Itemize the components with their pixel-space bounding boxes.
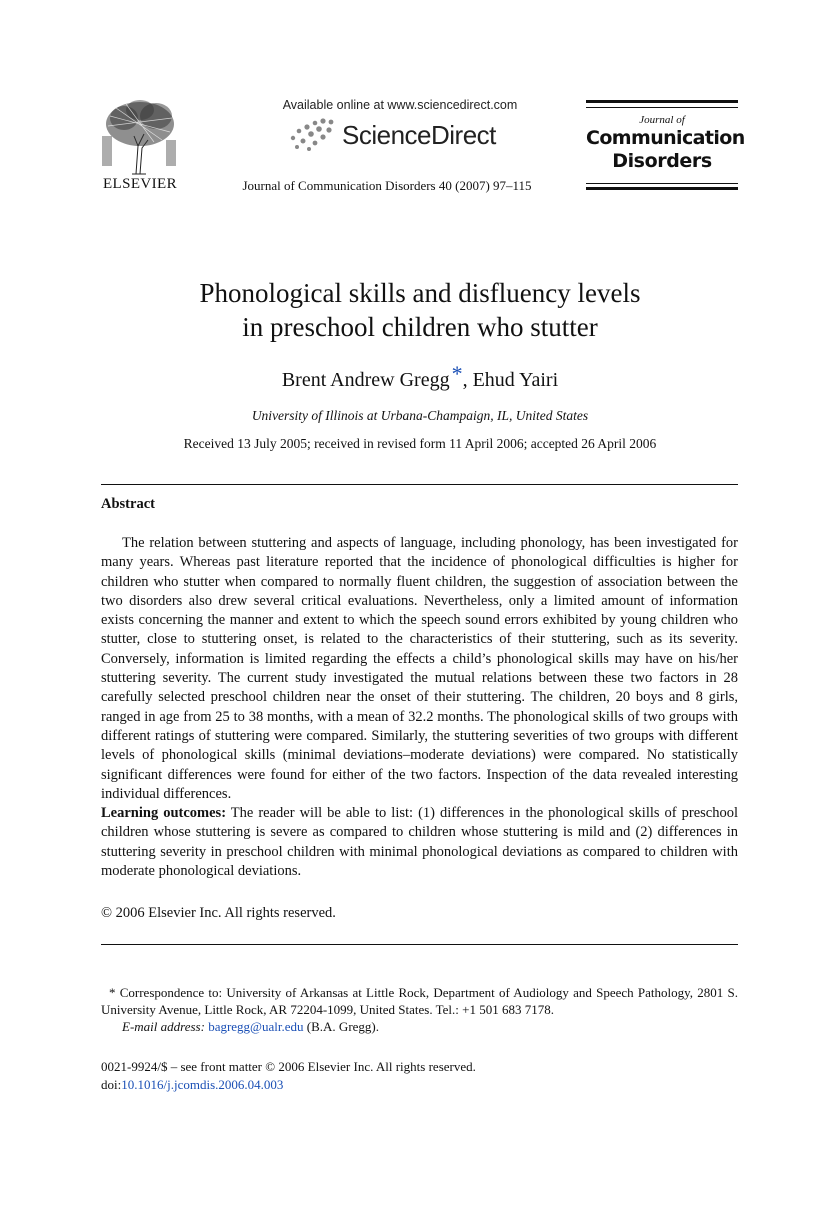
journal-logo-rule	[586, 107, 738, 108]
sciencedirect-dots-icon	[285, 116, 341, 152]
received-dates: Received 13 July 2005; received in revised form 11 April 2006; accepted 26 April 2006	[183, 436, 657, 451]
learning-outcomes-text: The reader will be able to list: (1) differences in the phonological skills of preschool children whose stuttering is severe as compared to children whose stuttering is mild and (2) differences in stuttering severity in preschool children with minimal phonological deviations as compared to children with moderate phonological deviations.	[101, 805, 738, 880]
issn-line: 0021-9924/$ – see front matter © 2006 Elsevier Inc. All rights reserved.	[101, 1059, 476, 1074]
abstract-body	[101, 534, 738, 881]
affiliation: University of Illinois at Urbana-Champaign, IL, United States	[251, 408, 589, 423]
email-line	[101, 1018, 738, 1035]
author-list	[100, 361, 740, 392]
correspondence-note: * Correspondence to: University of Arkansas at Little Rock, Department of Audiology and Speech Pathology, 2801 S. University Avenue, Little Rock, AR 72204-1099, United States. Tel.: +1 501 683 7178.	[101, 985, 738, 1017]
divider	[101, 944, 738, 945]
abstract-heading: Abstract	[101, 496, 155, 512]
available-online-text: Available online at www.sciencedirect.com	[282, 98, 518, 112]
author-name: Brent Andrew Gregg	[281, 369, 450, 391]
journal-logo-line2: Communication	[586, 127, 745, 149]
footnote	[101, 984, 738, 1035]
title-line: Phonological skills and disfluency levels	[199, 278, 641, 308]
front-matter	[101, 1058, 476, 1094]
title-line: in preschool children who stutter	[242, 312, 598, 342]
journal-logo-rule	[586, 187, 738, 190]
doi-link[interactable]: 10.1016/j.jcomdis.2006.04.003	[121, 1077, 284, 1092]
journal-logo-line3: Disorders	[612, 150, 712, 172]
journal-logo-line1: Journal of	[639, 114, 685, 126]
email-label: E-mail address:	[122, 1019, 205, 1034]
learning-outcomes-label: Learning outcomes:	[101, 805, 227, 822]
journal-reference: Journal of Communication Disorders 40 (2007) 97–115	[242, 178, 532, 193]
author-name: , Ehud Yairi	[462, 369, 559, 391]
journal-logo-rule	[586, 183, 738, 184]
doi-prefix: doi:	[101, 1077, 122, 1092]
copyright-notice: © 2006 Elsevier Inc. All rights reserved.	[101, 905, 336, 921]
learning-outcomes	[101, 804, 738, 881]
doi-line	[101, 1076, 476, 1094]
email-link[interactable]: bagregg@ualr.edu	[208, 1019, 304, 1034]
abstract-paragraph: The relation between stuttering and aspects of language, including phonology, has been investigated for many years. Whereas past literature reported that the incidence of phonological difficulties is higher for children who stutter when compared to normally fluent children, the suggestion of association between the two disorders also drew several critical evaluations. Nevertheless, only a limited amount of information exists concerning the manner and extent to which the speech sound errors exhibited by young children who stutter, close to stuttering onset, is related to the characteristics of their stuttering, such as its severity. Conversely, information is limited regarding the effects a child’s phonological skills may have on his/her stuttering severity. The current study investigated the mutual relations between these two factors in 28 carefully selected preschool children near the onset of their stuttering. The children, 20 boys and 8 girls, ranged in age from 25 to 38 months, with a mean of 32.2 months. The phonological skills of two groups with different ratings of stuttering were compared. Similarly, the stuttering severities of two groups with different levels of phonological skills (minimal deviations–moderate deviations) were compared. No statistically significant differences were found for either of the two factors. Inspection of the data revealed interesting individual differences.	[101, 535, 738, 802]
divider	[101, 484, 738, 485]
sciencedirect-name: ScienceDirect	[342, 120, 496, 150]
email-suffix: (B.A. Gregg).	[303, 1019, 380, 1034]
publisher-name: ELSEVIER	[102, 176, 178, 192]
article-title	[100, 276, 740, 344]
journal-logo-rule	[586, 100, 738, 103]
corresponding-author-link[interactable]: *	[451, 361, 463, 386]
